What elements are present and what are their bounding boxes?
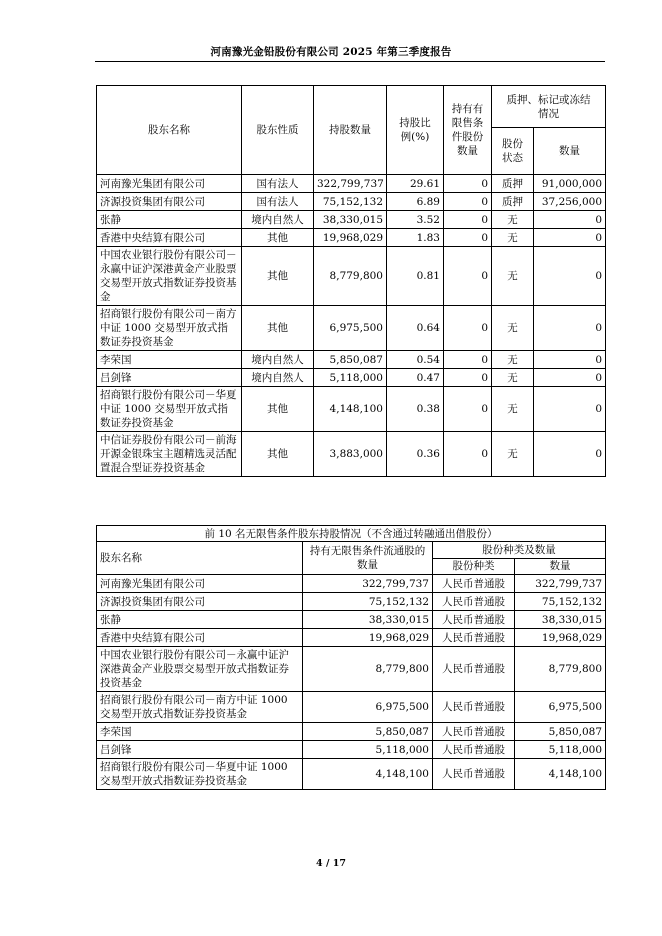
pledge-quantity-cell: 0 xyxy=(534,387,606,432)
table-header-row xyxy=(97,86,606,128)
share-count-cell: 3,883,000 xyxy=(314,432,387,477)
shareholder-name-cell: 济源投资集团有限公司 xyxy=(97,593,303,611)
shareholder-name-cell: 河南豫光集团有限公司 xyxy=(97,575,303,593)
table-row xyxy=(97,741,606,759)
share-quantity-cell: 75,152,132 xyxy=(515,593,606,611)
pledge-status-cell: 无 xyxy=(492,306,534,351)
share-type-cell: 人民币普通股 xyxy=(433,611,515,629)
restricted-shares-cell: 0 xyxy=(444,211,492,229)
unrestricted-shares-cell: 19,968,029 xyxy=(303,629,433,647)
table-row xyxy=(97,723,606,741)
restricted-shares-cell: 0 xyxy=(444,387,492,432)
share-quantity-cell: 4,148,100 xyxy=(515,759,606,790)
share-count-cell: 19,968,029 xyxy=(314,229,387,247)
table-row xyxy=(97,629,606,647)
unrestricted-shares-cell: 4,148,100 xyxy=(303,759,433,790)
share-type-cell: 人民币普通股 xyxy=(433,723,515,741)
pledge-status-cell: 无 xyxy=(492,351,534,369)
shareholder-name-cell: 张静 xyxy=(97,211,242,229)
header-shareholder-name: 股东名称 xyxy=(97,86,242,175)
unrestricted-shares-cell: 8,779,800 xyxy=(303,647,433,692)
shareholder-nature-cell: 国有法人 xyxy=(242,193,314,211)
restricted-shares-cell: 0 xyxy=(444,229,492,247)
pledge-quantity-cell: 0 xyxy=(534,229,606,247)
shareholder-nature-cell: 境内自然人 xyxy=(242,351,314,369)
shareholder-name-cell: 香港中央结算有限公司 xyxy=(97,229,242,247)
share-quantity-cell: 5,850,087 xyxy=(515,723,606,741)
share-type-cell: 人民币普通股 xyxy=(433,647,515,692)
pledge-status-cell: 无 xyxy=(492,387,534,432)
shareholder-name-cell: 招商银行股份有限公司－华夏中证 1000 交易型开放式指数证券投资基金 xyxy=(97,387,242,432)
header-divider xyxy=(95,61,605,62)
shareholder-nature-cell: 其他 xyxy=(242,387,314,432)
share-ratio-cell: 3.52 xyxy=(387,211,444,229)
pledge-quantity-cell: 37,256,000 xyxy=(534,193,606,211)
table-row xyxy=(97,369,606,387)
table-row xyxy=(97,611,606,629)
share-type-cell: 人民币普通股 xyxy=(433,593,515,611)
share-ratio-cell: 0.81 xyxy=(387,247,444,306)
table-row xyxy=(97,175,606,193)
header-restricted-shares: 持有有限售条件股份数量 xyxy=(444,86,492,175)
page-number: 4 / 17 xyxy=(316,858,346,869)
pledge-quantity-cell: 0 xyxy=(534,306,606,351)
table-row xyxy=(97,306,606,351)
restricted-shares-cell: 0 xyxy=(444,193,492,211)
shareholder-name-cell: 李荣国 xyxy=(97,351,242,369)
share-count-cell: 5,118,000 xyxy=(314,369,387,387)
share-quantity-cell: 322,799,737 xyxy=(515,575,606,593)
unrestricted-shares-cell: 6,975,500 xyxy=(303,692,433,723)
pledge-status-cell: 无 xyxy=(492,211,534,229)
share-type-cell: 人民币普通股 xyxy=(433,629,515,647)
shareholder-name-cell: 吕剑锋 xyxy=(97,369,242,387)
share-type-cell: 人民币普通股 xyxy=(433,692,515,723)
share-count-cell: 6,975,500 xyxy=(314,306,387,351)
shareholder-name-cell: 香港中央结算有限公司 xyxy=(97,629,303,647)
shareholder-name-cell: 中信证券股份有限公司－前海开源金银珠宝主题精选灵活配置混合型证券投资基金 xyxy=(97,432,242,477)
pledge-status-cell: 无 xyxy=(492,247,534,306)
shareholder-name-cell: 中国农业银行股份有限公司－永赢中证沪深港黄金产业股票交易型开放式指数证券投资基金 xyxy=(97,647,303,692)
table-row xyxy=(97,211,606,229)
shareholder-name-cell: 张静 xyxy=(97,611,303,629)
header-shareholder-name: 股东名称 xyxy=(97,542,303,575)
header-unrestricted-shares: 持有无限售条件流通股的数量 xyxy=(303,542,433,575)
share-ratio-cell: 6.89 xyxy=(387,193,444,211)
pledge-status-cell: 质押 xyxy=(492,175,534,193)
header-share-ratio: 持股比例(%) xyxy=(387,86,444,175)
unrestricted-shares-cell: 5,850,087 xyxy=(303,723,433,741)
header-share-count: 持股数量 xyxy=(314,86,387,175)
share-ratio-cell: 1.83 xyxy=(387,229,444,247)
share-quantity-cell: 38,330,015 xyxy=(515,611,606,629)
unrestricted-shares-cell: 38,330,015 xyxy=(303,611,433,629)
share-type-cell: 人民币普通股 xyxy=(433,741,515,759)
shareholder-name-cell: 招商银行股份有限公司－南方中证 1000 交易型开放式指数证券投资基金 xyxy=(97,306,242,351)
shareholder-name-cell: 河南豫光集团有限公司 xyxy=(97,175,242,193)
pledge-status-cell: 无 xyxy=(492,229,534,247)
shareholder-name-cell: 李荣国 xyxy=(97,723,303,741)
table-title-row xyxy=(97,526,606,542)
header-share-type: 股份种类 xyxy=(433,558,515,575)
pledge-status-cell: 无 xyxy=(492,369,534,387)
share-count-cell: 75,152,132 xyxy=(314,193,387,211)
share-ratio-cell: 0.36 xyxy=(387,432,444,477)
pledge-quantity-cell: 0 xyxy=(534,369,606,387)
shareholder-name-cell: 吕剑锋 xyxy=(97,741,303,759)
table-header-row xyxy=(97,542,606,559)
unrestricted-table-title: 前 10 名无限售条件股东持股情况（不含通过转融通出借股份） xyxy=(97,526,606,542)
top10-shareholders-table xyxy=(96,85,606,477)
table-row xyxy=(97,692,606,723)
table-row xyxy=(97,229,606,247)
shareholder-nature-cell: 境内自然人 xyxy=(242,369,314,387)
shareholder-name-cell: 济源投资集团有限公司 xyxy=(97,193,242,211)
shareholder-nature-cell: 境内自然人 xyxy=(242,211,314,229)
table-row xyxy=(97,193,606,211)
share-count-cell: 38,330,015 xyxy=(314,211,387,229)
shareholder-nature-cell: 其他 xyxy=(242,432,314,477)
unrestricted-shares-cell: 5,118,000 xyxy=(303,741,433,759)
table-row xyxy=(97,759,606,790)
table-row xyxy=(97,432,606,477)
pledge-status-cell: 质押 xyxy=(492,193,534,211)
table-row xyxy=(97,387,606,432)
share-count-cell: 322,799,737 xyxy=(314,175,387,193)
share-ratio-cell: 0.54 xyxy=(387,351,444,369)
share-ratio-cell: 0.64 xyxy=(387,306,444,351)
header-pledge-group: 质押、标记或冻结情况 xyxy=(492,86,606,128)
table-row xyxy=(97,593,606,611)
pledge-quantity-cell: 0 xyxy=(534,247,606,306)
shareholder-name-cell: 招商银行股份有限公司－华夏中证 1000 交易型开放式指数证券投资基金 xyxy=(97,759,303,790)
share-type-cell: 人民币普通股 xyxy=(433,759,515,790)
share-count-cell: 5,850,087 xyxy=(314,351,387,369)
table-row xyxy=(97,351,606,369)
pledge-quantity-cell: 91,000,000 xyxy=(534,175,606,193)
header-pledge-quantity: 数量 xyxy=(534,128,606,175)
page-header: 河南豫光金铅股份有限公司 2025 年第三季度报告 xyxy=(210,46,452,58)
share-ratio-cell: 0.38 xyxy=(387,387,444,432)
unrestricted-shares-cell: 75,152,132 xyxy=(303,593,433,611)
pledge-status-cell: 无 xyxy=(492,432,534,477)
share-count-cell: 4,148,100 xyxy=(314,387,387,432)
table-row xyxy=(97,575,606,593)
unrestricted-shareholders-table xyxy=(96,525,606,790)
header-pledge-status: 股份状态 xyxy=(492,128,534,175)
restricted-shares-cell: 0 xyxy=(444,351,492,369)
pledge-quantity-cell: 0 xyxy=(534,351,606,369)
pledge-quantity-cell: 0 xyxy=(534,211,606,229)
share-ratio-cell: 29.61 xyxy=(387,175,444,193)
share-type-cell: 人民币普通股 xyxy=(433,575,515,593)
share-quantity-cell: 5,118,000 xyxy=(515,741,606,759)
share-quantity-cell: 6,975,500 xyxy=(515,692,606,723)
share-ratio-cell: 0.47 xyxy=(387,369,444,387)
restricted-shares-cell: 0 xyxy=(444,306,492,351)
header-share-type-group: 股份种类及数量 xyxy=(433,542,606,559)
share-count-cell: 8,779,800 xyxy=(314,247,387,306)
shareholder-nature-cell: 其他 xyxy=(242,247,314,306)
shareholder-name-cell: 招商银行股份有限公司－南方中证 1000 交易型开放式指数证券投资基金 xyxy=(97,692,303,723)
shareholder-name-cell: 中国农业银行股份有限公司－永赢中证沪深港黄金产业股票交易型开放式指数证券投资基金 xyxy=(97,247,242,306)
restricted-shares-cell: 0 xyxy=(444,369,492,387)
shareholder-nature-cell: 其他 xyxy=(242,229,314,247)
header-shareholder-nature: 股东性质 xyxy=(242,86,314,175)
shareholder-nature-cell: 其他 xyxy=(242,306,314,351)
restricted-shares-cell: 0 xyxy=(444,175,492,193)
table-row xyxy=(97,647,606,692)
header-share-quantity: 数量 xyxy=(515,558,606,575)
table-row xyxy=(97,247,606,306)
unrestricted-shares-cell: 322,799,737 xyxy=(303,575,433,593)
share-quantity-cell: 8,779,800 xyxy=(515,647,606,692)
restricted-shares-cell: 0 xyxy=(444,432,492,477)
pledge-quantity-cell: 0 xyxy=(534,432,606,477)
shareholder-nature-cell: 国有法人 xyxy=(242,175,314,193)
restricted-shares-cell: 0 xyxy=(444,247,492,306)
share-quantity-cell: 19,968,029 xyxy=(515,629,606,647)
